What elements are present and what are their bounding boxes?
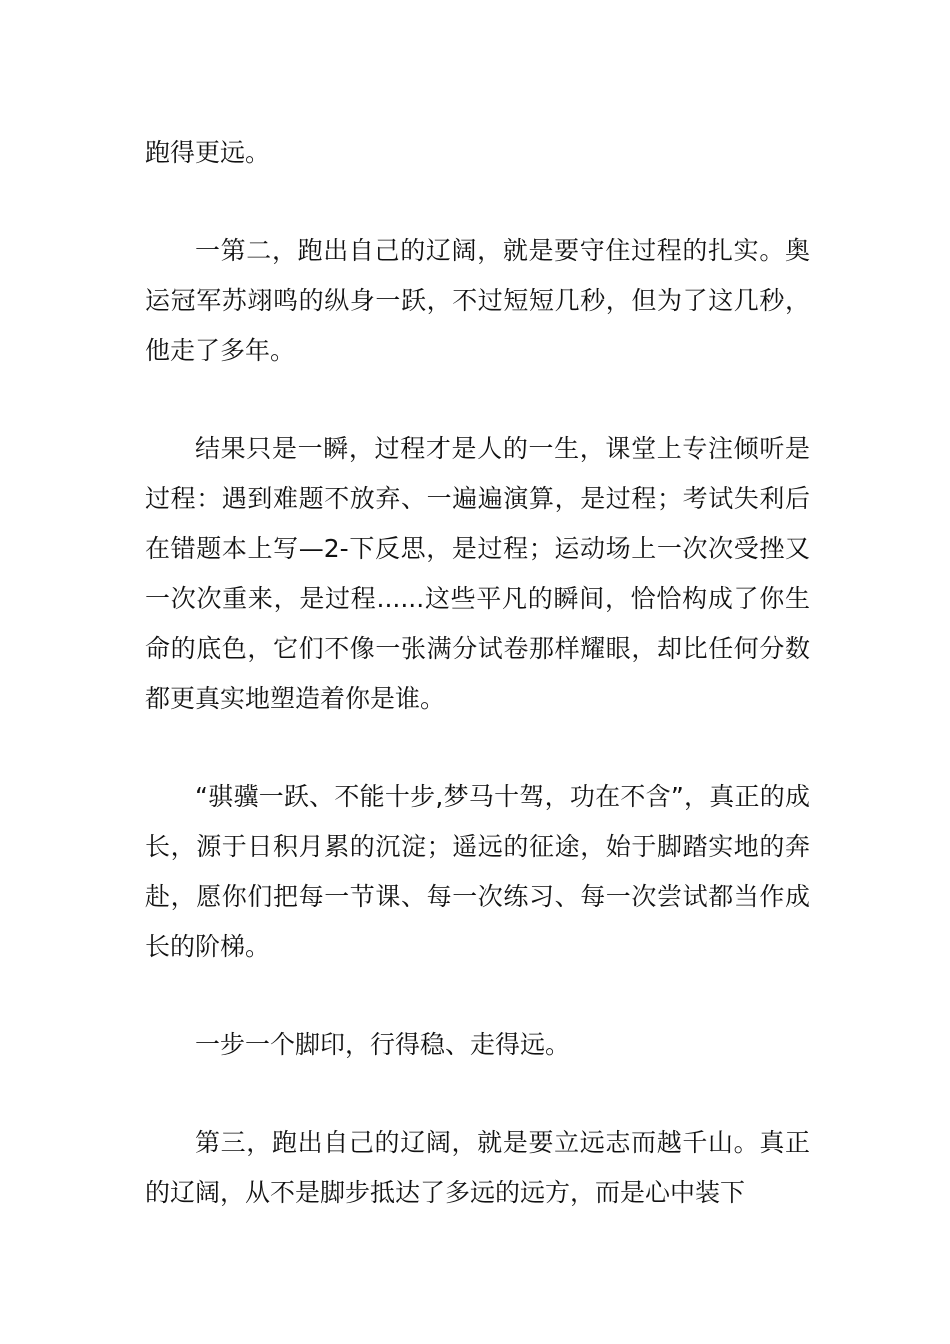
paragraph-gap [145,376,810,424]
paragraph-second-point: 一第二，跑出自己的辽阔，就是要守住过程的扎实。奥运冠军苏翊鸣的纵身一跃，不过短短几秒，但为了这几秒，他走了多年。 [145,236,810,365]
paragraph-process: 结果只是一瞬，过程才是人的一生，课堂上专注倾听是过程：遇到难题不放弃、一遍遍演算，是过程；考试失利后在错题本上写—2-下反思，是过程；运动场上一次次受挫又一次次重来，是过程......这些平凡的瞬间，恰恰构成了你生命的底色，它们不像一张满分试卷那样耀眼，却比任何分数都更真实地塑造着你是谁。 [145,434,810,713]
paragraph-gap [145,724,810,772]
paragraph-gap [145,178,810,226]
paragraph-quote: “骐骥一跃、不能十步,梦马十驾，功在不含”，真正的成长，源于日积月累的沉淀；遥远的征途，始于脚踏实地的奔赴，愿你们把每一节课、每一次练习、每一次尝试都当作成长的阶梯。 [145,782,810,961]
paragraph-continuation: 跑得更远。 [145,138,271,167]
paragraph-gap [145,972,810,1020]
document-body [145,128,810,1218]
paragraph-step: 一步一个脚印，行得稳、走得远。 [195,1030,571,1059]
paragraph-third-point: 第三，跑出自己的辽阔，就是要立远志而越千山。真正的辽阔，从不是脚步抵达了多远的远方，而是心中装下 [145,1128,810,1207]
paragraph-gap [145,1070,810,1118]
